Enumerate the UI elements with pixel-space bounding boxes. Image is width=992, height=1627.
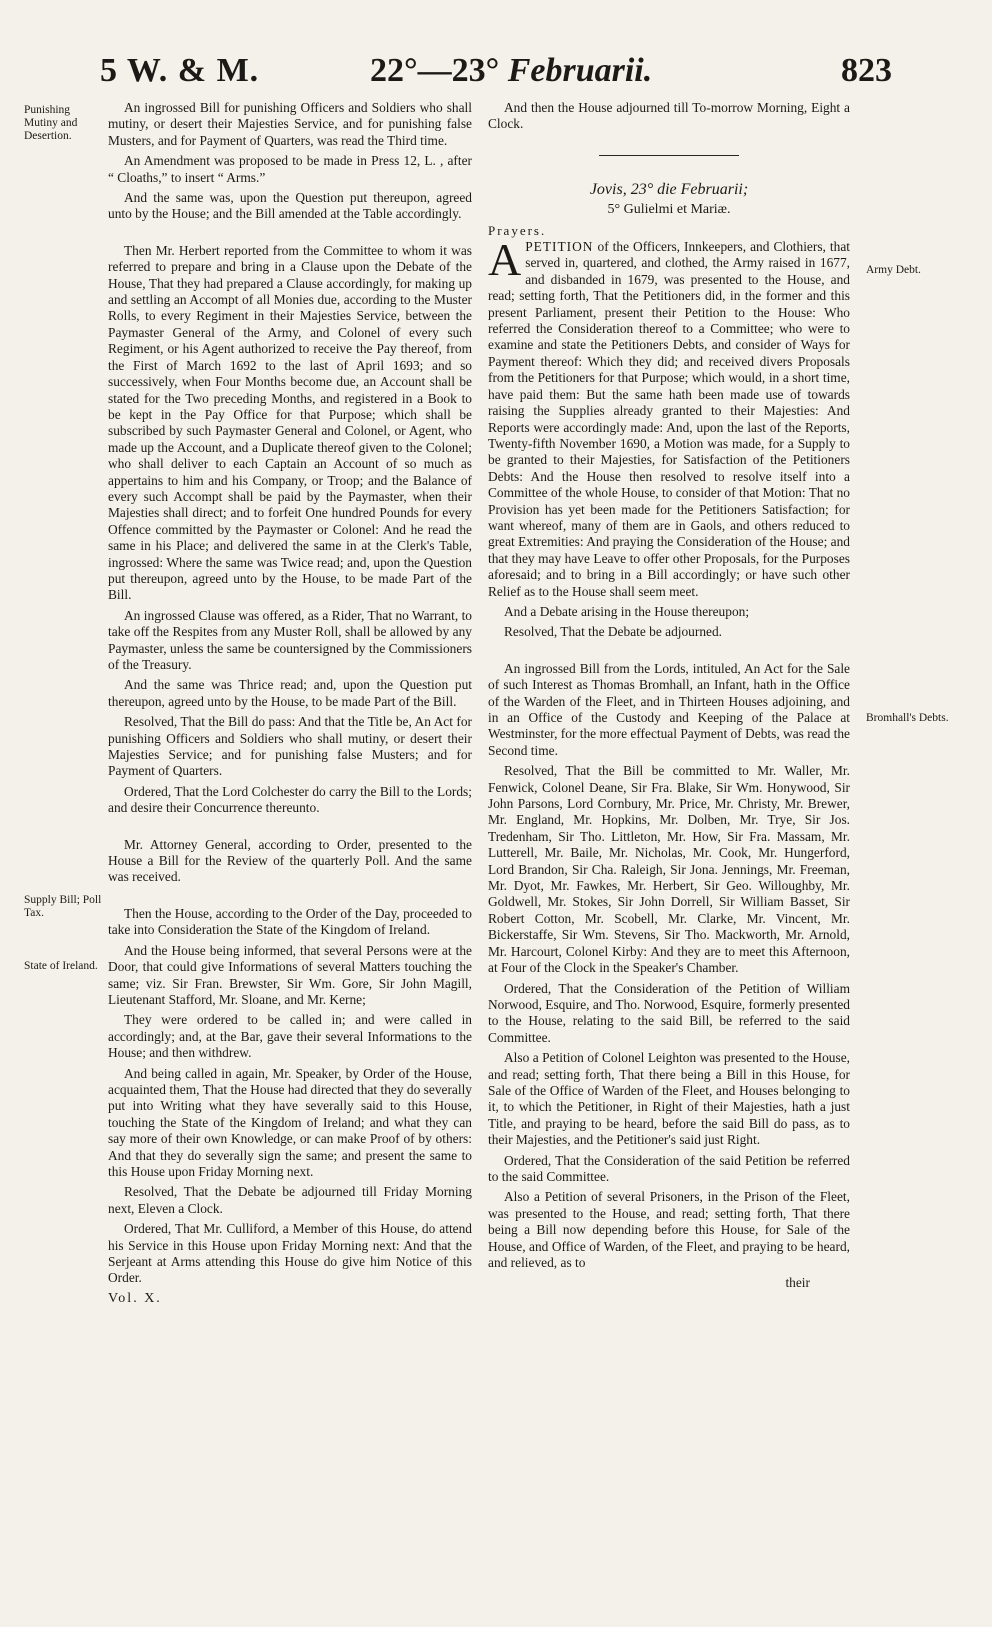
paragraph: And being called in again, Mr. Speaker, by Order of the House, acquainted them, That the House had directed that they do severally put into Writing what they have severally said to this House, touching the State of the Kingdom of Ireland; and what they can say more of their own Knowledge, or can make Proof of by others: And that they do severally sign the same; and present the same to this House upon Friday Morning next.	[108, 1065, 472, 1179]
paragraph: Resolved, That the Bill do pass: And that the Title be, An Act for punishing Officers and Soldiers who shall mutiny, or desert their Majesties Service; and for punishing false Musters; and for Payment of Quarters.	[108, 714, 472, 779]
section-divider	[599, 155, 739, 156]
volume-marker: Vol. X.	[108, 1290, 162, 1306]
petition-text: of the Officers, Innkeepers, and Clothiers, that served in, quartered, and clothed, the Army raised in 1677, and disbanded in 1679, was presented to the House, and read; setting forth, That the Petitioners did, in the former and this present Parliament, present their Petition to the House: Who referred the Consideration thereof to a Committee; who were to examine and state the Petitioners Debts, and consider of Ways for Payment thereof: Which they did; and received divers Proposals from the Petitioners for that Purpose; which would, in a short time, have paid them: But the same hath been made use of towards raising the Supplies already granted to their Majesties: And Reports were accordingly made: And, upon the last of the Reports, Twenty-fifth November 1690, a Motion was made, for a Supply to be granted to their Majesties, for Satisfaction of the Petitioners Debts: And the House then resolved to resolve itself into a Committee of the whole House, to consider of that Motion: That no Provision has yet been made for the Petitioners Satisfaction; for want whereof, many of them are in Gaols, and others reduced to great Extremities: And praying the Consideration of the House; and that they may have Leave to offer other Proposals, for the Purposes aforesaid; and to bring in a Bill accordingly; or have such other Relief as to the House shall seem meet.	[488, 239, 850, 599]
paragraph: Resolved, That the Debate be adjourned till Friday Morning next, Eleven a Clock.	[108, 1184, 472, 1216]
paragraph	[488, 234, 850, 600]
regnal-year: 5 W. & M.	[100, 52, 260, 89]
catchword: their	[785, 1275, 810, 1291]
paragraph: Mr. Attorney General, according to Order, presented to the House a Bill for the Review of the quarterly Poll. And the same was received.	[108, 836, 472, 885]
drop-cap: A	[488, 234, 522, 286]
paragraph: Resolved, That the Debate be adjourned.	[504, 624, 723, 640]
header-month: Februarii.	[507, 52, 653, 89]
paragraph: An ingrossed Bill from the Lords, intituled, An Act for the Sale of such Interest as Thomas Bromhall, an Infant, hath in the Office of the Warden of the Fleet, and in Thirteen Houses adjoining, and in an Office of the Custody and Keeping of the Palace at Westminster, for the more effectual Payment of Debts, was read the Second time.	[488, 660, 850, 758]
margin-note-punishing: Punishing Mutiny and Desertion.	[24, 104, 78, 142]
paragraph: Also a Petition of several Prisoners, in the Prison of the Fleet, was presented to the House, and read; setting forth, That there being a Bill now depending before this House, for Sale of the House, and Office of Warden, of the Fleet, and praying to be heard, and relieved, as to	[488, 1189, 850, 1270]
paragraph: Ordered, That the Consideration of the said Petition be referred to the said Committee.	[488, 1152, 850, 1184]
paragraph: An Amendment was proposed to be made in Press 12, L. , after “ Cloaths,” to insert “ Arms.”	[108, 153, 472, 185]
margin-note-supply: Supply Bill; Poll Tax.	[24, 894, 102, 919]
header-date	[370, 52, 652, 90]
paragraph: And the same was Thrice read; and, upon the Question put thereupon, agreed unto by the House, to be made Part of the Bill.	[108, 677, 472, 709]
paragraph: Ordered, That the Lord Colchester do carry the Bill to the Lords; and desire their Concurrence thereunto.	[108, 783, 472, 816]
regnal-line: 5° Gulielmi et Mariæ.	[607, 202, 731, 218]
paragraph: Ordered, That the Consideration of the Petition of William Norwood, Esquire, and Tho. Norwood, Esquire, formerly presented to the House, relating to the said Bill, be referred to the said Committee.	[488, 980, 850, 1045]
paragraph: And then the House adjourned till To-morrow Morning, Eight a Clock.	[488, 100, 850, 132]
paragraph: An ingrossed Clause was offered, as a Rider, That no Warrant, to take off the Respites from any Muster Roll, shall be allowed by any Paymaster, unless the same be countersigned by the Commissioners of the Treasury.	[108, 607, 472, 672]
margin-note-bromhall: Bromhall's Debts.	[866, 712, 949, 724]
right-column	[488, 100, 850, 1296]
margin-note-army-debt: Army Debt.	[866, 264, 921, 276]
paragraph: An ingrossed Bill for punishing Officers and Soldiers who shall mutiny, or desert their Majesties Service, and for punishing false Musters, and for Payment of Quarters, was read the Third time.	[108, 100, 472, 148]
paragraph: They were ordered to be called in; and were called in accordingly; and, at the Bar, gave their several Informations to the House; and then withdrew.	[108, 1012, 472, 1061]
petition-heading: PETITION	[525, 239, 594, 255]
left-column	[108, 100, 472, 1311]
paragraph: Resolved, That the Bill be committed to Mr. Waller, Mr. Fenwick, Colonel Deane, Sir Fra. Blake, Sir Wm. Honywood, Sir John Parsons, Lord Cornbury, Mr. Price, Mr. Christy, Mr. Brewer, Mr. England, Mr. Hopkins, Mr. Dolben, Mr. Trye, Sir Jos. Tredenham, Sir Tho. Littleton, Mr. How, Sir Fra. Massam, Mr. Lutterell, Mr. Baile, Mr. Nicholas, Mr. Cook, Mr. Hungerford, Lord Brandon, Sir Cha. Raleigh, Sir Jona. Jennings, Mr. Freeman, Mr. Dyot, Mr. Fawkes, Mr. Herbert, Sir Geo. Willoughby, Mr. Goldwell, Mr. Stokes, Sir John Dorrell, Sir William Basset, Sir Robert Cotton, Mr. Scobell, Mr. Clarke, Mr. Vincent, Mr. Bickerstaffe, Sir Wm. Stevens, Sir Tho. Mackworth, Mr. Arnold, Mr. Harcourt, Colonel Kirby: And they are to meet this Afternoon, at Four of the Clock in the Speaker's Chamber.	[488, 763, 850, 976]
page-number: 823	[841, 52, 892, 89]
paragraph: Also a Petition of Colonel Leighton was presented to the House, and read; setting forth, That there being a Bill in this House, for Sale of the Office of Warden of the Fleet, and Houses belonging to it, to which the Petitioner, in Right of their Majesties, hath a just Title, and praying to be heard, before the said Bill do pass, as to their Majesties, and the Petitioner's said just Right.	[488, 1050, 850, 1148]
paragraph: And the same was, upon the Question put thereupon, agreed unto by the House; and the Bill amended at the Table accordingly.	[108, 190, 472, 222]
paragraph: And a Debate arising in the House thereupon;	[504, 603, 750, 619]
header-days: 22°—23°	[370, 52, 500, 89]
paragraph: Then Mr. Herbert reported from the Committee to whom it was referred to prepare and bring in a Clause upon the Debate of the House, That they had prepared a Clause accordingly, for making up and settling an Accompt of all Monies due, according to the Muster Rolls, to every Regiment in their Majesties Service, between the Paymaster General of the Army, and Colonel of every such Regiment, or his Agent authorized to receive the Pay thereof, from the First of March 1692 to the last of April 1693; and so successively, when Four Months become due, an Account shall be stated for the Two preceding Months, and registered in a Book to be kept in the Pay Office for that Purpose; which shall be subscribed by such Paymaster General and Colonel, or Agent, who made up the Account, and a Duplicate thereof given to the Colonel; who shall deliver to each Captain an Account of so much as appertains to him and his Company, or Troop; and the Balance of every such Accompt shall be paid by the Paymaster, when their Majesties shall direct; and to forfeit One hundred Pounds for every Offence committed by the Paymaster or Colonel: And he read the same in his Place; and delivered the same in at the Clerk's Table, ingrossed: Where the same was Twice read; and, upon the Question put thereupon, agreed unto by the House, to be made Part of the Bill.	[108, 242, 472, 603]
margin-note-ireland: State of Ireland.	[24, 960, 98, 972]
prayers-heading: Prayers.	[488, 222, 547, 238]
paragraph: Ordered, That Mr. Culliford, a Member of this House, do attend his Service in this House upon Friday Morning next: And that the Serjeant at Arms attending this House do give him Notice of this Order.	[108, 1221, 472, 1286]
sitting-date: Jovis, 23° die Februarii;	[589, 180, 749, 198]
paragraph: Then the House, according to the Order of the Day, proceeded to take into Consideration the State of the Kingdom of Ireland.	[108, 905, 472, 938]
paragraph: And the House being informed, that several Persons were at the Door, that could give Informations of several Matters touching the same; viz. Sir Fran. Brewster, Sir Wm. Gore, Sir John Magill, Lieutenant Stafford, Mr. Sloane, and Mr. Kerne;	[108, 942, 472, 1007]
page-header	[0, 52, 992, 96]
